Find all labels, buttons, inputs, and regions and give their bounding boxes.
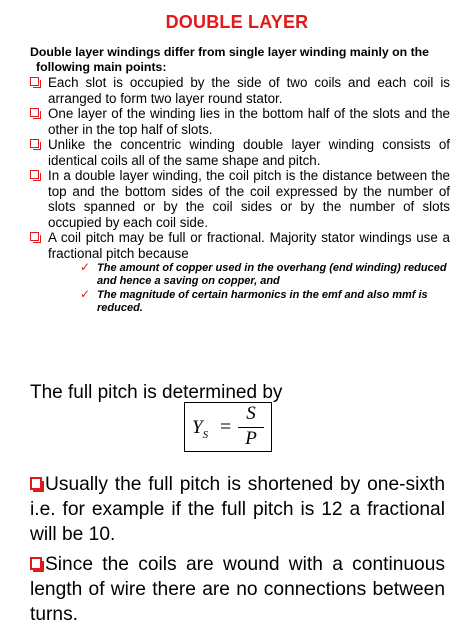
formula-lhs-symbol: Y bbox=[192, 417, 203, 438]
intro-paragraph bbox=[30, 45, 450, 75]
hollow-square-bullet-icon bbox=[30, 232, 39, 241]
bullet-item bbox=[30, 75, 450, 106]
hollow-square-bullet-icon bbox=[30, 557, 42, 570]
formula-lhs-subscript: S bbox=[202, 428, 209, 441]
sub-bullet-text: The amount of copper used in the overhang (end winding) reduced and hence a saving on copper, and bbox=[97, 262, 447, 287]
sub-bullet-item bbox=[80, 289, 450, 314]
full-pitch-heading: The full pitch is determined by bbox=[30, 382, 283, 403]
formula-denominator: P bbox=[245, 428, 257, 449]
full-pitch-formula bbox=[184, 402, 272, 452]
big-bullet-item bbox=[30, 472, 445, 547]
formula-equals: = bbox=[220, 416, 232, 438]
sub-bullet-text: The magnitude of certain harmonics in the emf and also mmf is reduced. bbox=[97, 289, 428, 314]
formula-lhs bbox=[192, 417, 208, 441]
bullet-item bbox=[30, 137, 450, 168]
bullet-text: One layer of the winding lies in the bottom half of the slots and the other in the top half of slots. bbox=[48, 106, 450, 137]
checkmark-icon: ✓ bbox=[80, 260, 91, 274]
bullet-item bbox=[30, 106, 450, 137]
hollow-square-bullet-icon bbox=[30, 170, 39, 179]
intro-line-2: following main points: bbox=[36, 60, 167, 74]
bullet-text: Each slot is occupied by the side of two coils and each coil is arranged to form two layer round stator. bbox=[48, 75, 450, 106]
formula-numerator: S bbox=[246, 403, 256, 424]
bullet-text: A coil pitch may be full or fractional. Majority stator windings use a fractional pitch because bbox=[48, 230, 450, 261]
bullet-item bbox=[30, 168, 450, 230]
intro-line-1: Double layer windings differ from single layer winding mainly on the bbox=[30, 45, 430, 59]
bullet-item bbox=[30, 230, 450, 261]
big-bullet-text: Usually the full pitch is shortened by one-sixth i.e. for example if the full pitch is 12 a fractional will be 10. bbox=[30, 474, 445, 545]
hollow-square-bullet-icon bbox=[30, 77, 39, 86]
checkmark-icon: ✓ bbox=[80, 287, 91, 301]
sub-bullet-list bbox=[30, 262, 450, 314]
bullet-text: Unlike the concentric winding double layer winding consists of identical coils all of the same shape and pitch. bbox=[48, 137, 450, 168]
bullet-list bbox=[30, 75, 450, 316]
hollow-square-bullet-icon bbox=[30, 477, 42, 490]
big-bullet-item bbox=[30, 552, 445, 627]
big-bullet-text: Since the coils are wound with a continuous length of wire there are no connections between turns. bbox=[30, 554, 445, 625]
hollow-square-bullet-icon bbox=[30, 139, 39, 148]
sub-bullet-item bbox=[80, 262, 450, 287]
hollow-square-bullet-icon bbox=[30, 108, 39, 117]
page-title: DOUBLE LAYER bbox=[165, 12, 309, 32]
bullet-text: In a double layer winding, the coil pitch is the distance between the top and the bottom sides of the coil expressed by the number of slots spanned or by the coil sides or by the number of slots occupied by each coil side. bbox=[48, 168, 450, 230]
